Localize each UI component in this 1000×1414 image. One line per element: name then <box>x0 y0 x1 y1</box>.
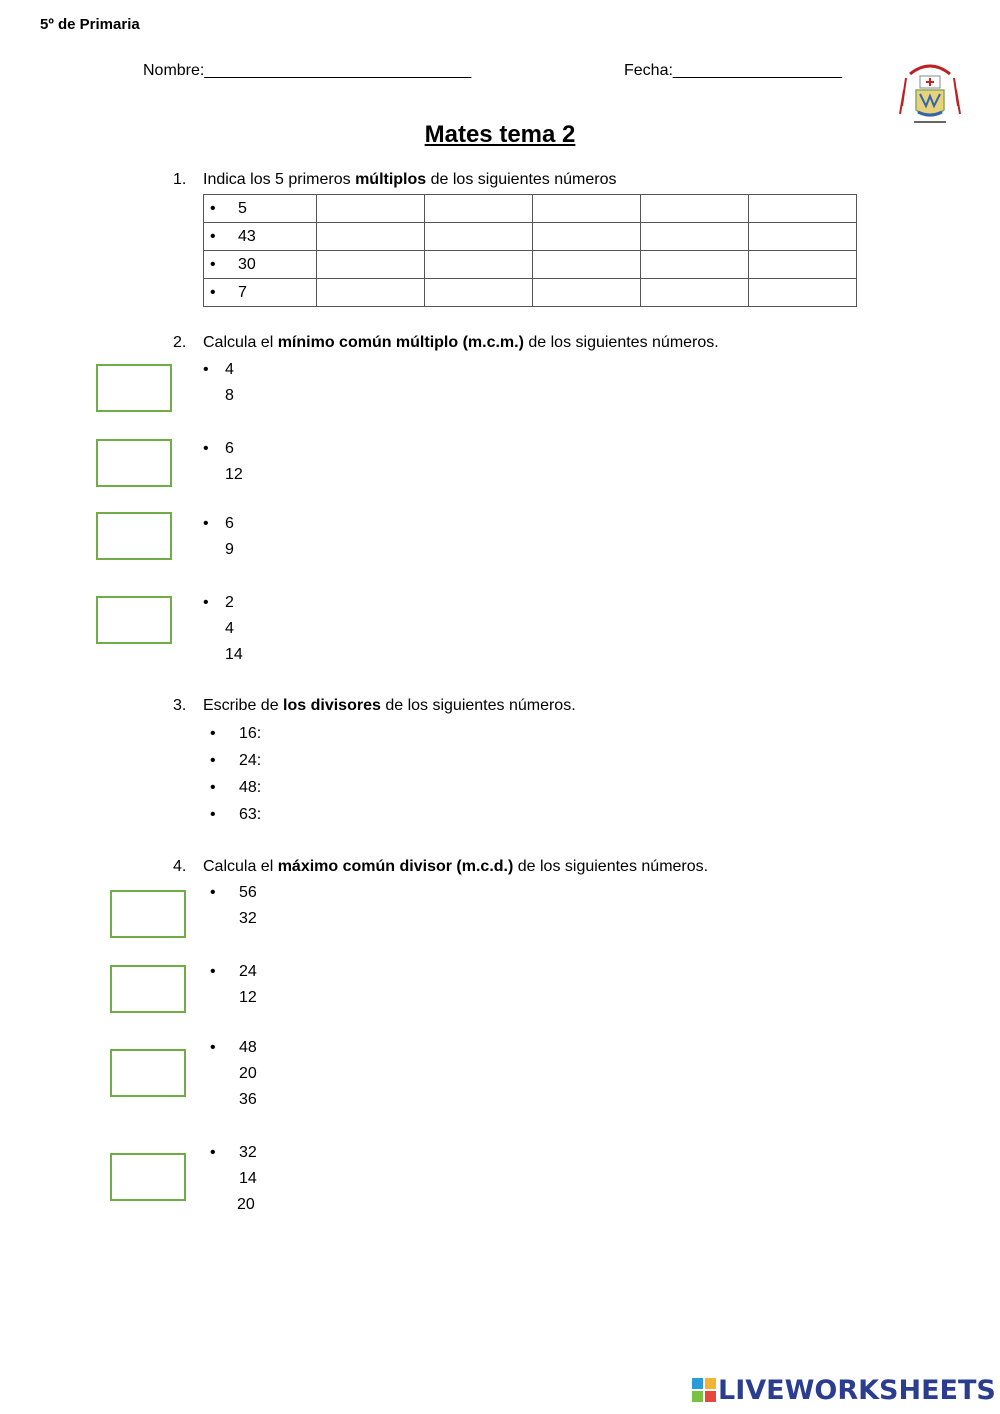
list-item: 14 <box>239 1170 257 1187</box>
grade-label: 5º de Primaria <box>40 16 140 33</box>
mcd-group-3: • 48 20 36 <box>210 1039 257 1108</box>
answer-cell[interactable] <box>425 251 533 279</box>
answer-cell[interactable] <box>749 223 857 251</box>
answer-cell[interactable] <box>533 279 641 307</box>
answer-cell[interactable] <box>533 223 641 251</box>
answer-cell[interactable] <box>317 223 425 251</box>
mcd-group-1: • 56 32 <box>210 884 257 927</box>
table-row: • 5 <box>204 195 857 223</box>
list-item: 4 <box>225 620 234 637</box>
answer-cell[interactable] <box>425 279 533 307</box>
table-row: • 43 <box>204 223 857 251</box>
list-item: 48 <box>239 1039 257 1056</box>
answer-cell[interactable] <box>425 195 533 223</box>
list-item: 4 <box>225 361 234 378</box>
list-item: 32 <box>239 910 257 927</box>
list-item: 20 <box>239 1065 257 1082</box>
list-item: 9 <box>225 541 234 558</box>
liveworksheets-watermark <box>692 1374 996 1406</box>
mcd-answer-box[interactable] <box>110 1049 186 1097</box>
list-item: 2 <box>225 594 234 611</box>
answer-cell[interactable] <box>533 195 641 223</box>
page-title: Mates tema 2 <box>424 121 576 148</box>
list-item: 6 <box>225 515 234 532</box>
list-item: 24: <box>239 752 262 769</box>
mcm-answer-box[interactable] <box>96 439 172 487</box>
answer-cell[interactable] <box>533 251 641 279</box>
mcd-group-2: • 24 12 <box>210 963 257 1006</box>
mcm-answer-box[interactable] <box>96 596 172 644</box>
answer-cell[interactable] <box>317 279 425 307</box>
list-item: 12 <box>239 989 257 1006</box>
multiples-table <box>203 194 857 307</box>
q1-number: 1. <box>173 171 187 188</box>
table-row-number: 30 <box>238 255 256 273</box>
answer-cell[interactable] <box>749 195 857 223</box>
answer-cell[interactable] <box>641 223 749 251</box>
answer-cell[interactable] <box>641 279 749 307</box>
list-item: 16: <box>239 725 262 742</box>
mcm-group-2: • 6 12 <box>203 440 243 483</box>
divisors-list: • 16: • 24: • 48: • 63: <box>210 725 262 823</box>
answer-cell[interactable] <box>317 251 425 279</box>
q2-number: 2. <box>173 334 187 351</box>
q4-instruction: Calcula el máximo común divisor (m.c.d.) de los siguientes números. <box>203 858 709 875</box>
name-field[interactable]: Nombre:______________________________ <box>143 62 472 79</box>
date-field[interactable]: Fecha:___________________ <box>624 62 842 79</box>
mcd-group-4: • 32 14 20 <box>210 1144 257 1213</box>
list-item: 8 <box>225 387 234 404</box>
list-item: 20 <box>237 1196 255 1213</box>
mcm-group-3: • 6 9 <box>203 515 234 558</box>
table-row-number: 5 <box>238 199 247 217</box>
list-item: 48: <box>239 779 262 796</box>
mcm-answer-box[interactable] <box>96 512 172 560</box>
table-row-number: 7 <box>238 283 247 301</box>
mcm-answer-box[interactable] <box>96 364 172 412</box>
table-row-number: 43 <box>238 227 256 245</box>
q2-instruction: Calcula el mínimo común múltiplo (m.c.m.) de los siguientes números. <box>203 334 719 351</box>
mcm-group-1: • 4 8 <box>203 361 234 404</box>
q3-instruction: Escribe de los divisores de los siguientes números. <box>203 697 576 714</box>
answer-cell[interactable] <box>749 279 857 307</box>
list-item: 12 <box>225 466 243 483</box>
watermark-text: LIVEWORKSHEETS <box>718 1374 996 1406</box>
list-item: 6 <box>225 440 234 457</box>
answer-cell[interactable] <box>749 251 857 279</box>
q1-instruction: Indica los 5 primeros múltiplos de los siguientes números <box>203 171 617 188</box>
list-item: 36 <box>239 1091 257 1108</box>
answer-cell[interactable] <box>425 223 533 251</box>
list-item: 63: <box>239 806 262 823</box>
answer-cell[interactable] <box>641 251 749 279</box>
list-item: 14 <box>225 646 243 663</box>
mcm-group-4: • 2 4 14 <box>203 594 243 663</box>
liveworksheets-logo-icon <box>692 1378 716 1402</box>
list-item: 56 <box>239 884 257 901</box>
q4-number: 4. <box>173 858 187 875</box>
mcd-answer-box[interactable] <box>110 965 186 1013</box>
table-row: • 30 <box>204 251 857 279</box>
table-row: • 7 <box>204 279 857 307</box>
mcd-answer-box[interactable] <box>110 890 186 938</box>
mcd-answer-box[interactable] <box>110 1153 186 1201</box>
answer-cell[interactable] <box>317 195 425 223</box>
list-item: 24 <box>239 963 257 980</box>
list-item: 32 <box>239 1144 257 1161</box>
answer-cell[interactable] <box>641 195 749 223</box>
q3-number: 3. <box>173 697 187 714</box>
